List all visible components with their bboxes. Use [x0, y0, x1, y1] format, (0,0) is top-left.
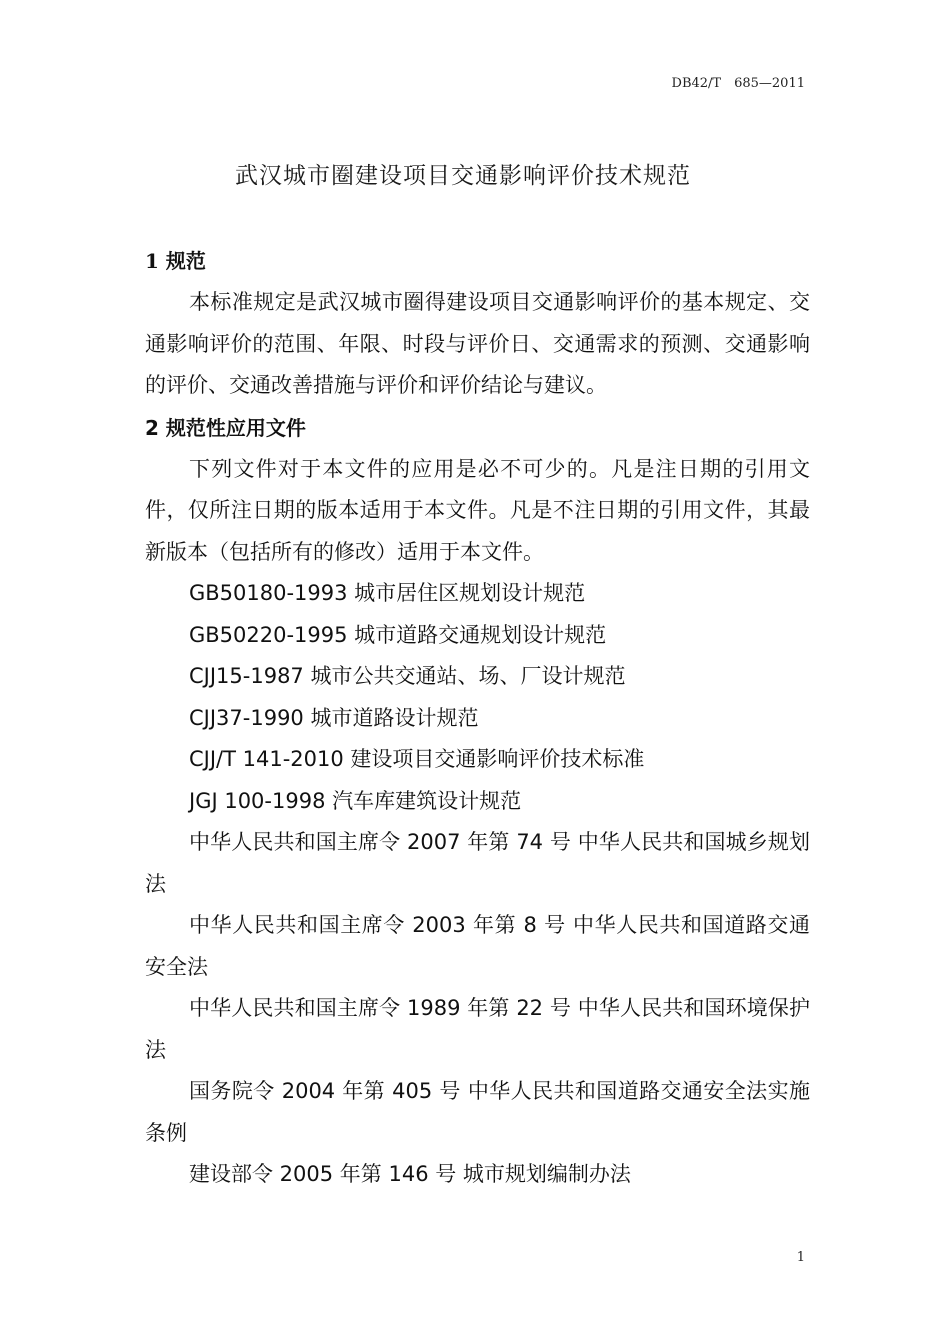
section-1-paragraph: 本标准规定是武汉城市圈得建设项目交通影响评价的基本规定、交通影响评价的范围、年限、时段与评价日、交通需求的预测、交通影响的评价、交通改善措施与评价和评价结论与建议。 — [145, 290, 810, 397]
document-title: 武汉城市圈建设项目交通影响评价技术规范 — [235, 163, 691, 189]
reference-item: 国务院令 2004 年第 405 号 中华人民共和国道路交通安全法实施条例 — [145, 1079, 810, 1145]
section-1-heading: 1 规范 — [145, 249, 206, 273]
section-2-intro: 下列文件对于本文件的应用是必不可少的。凡是注日期的引用文件，仅所注日期的版本适用于本文件。凡是不注日期的引用文件，其最新版本（包括所有的修改）适用于本文件。 — [145, 456, 810, 564]
reference-item: 中华人民共和国主席令 2003 年第 8 号 中华人民共和国道路交通安全法 — [145, 913, 810, 979]
reference-item: GB50220-1995 城市道路交通规划设计规范 — [189, 622, 607, 647]
reference-item: 建设部令 2005 年第 146 号 城市规划编制办法 — [189, 1162, 631, 1186]
reference-item: 中华人民共和国主席令 2007 年第 74 号 中华人民共和国城乡规划法 — [145, 830, 810, 896]
reference-item: CJJ15-1987 城市公共交通站、场、厂设计规范 — [189, 664, 626, 688]
reference-item: GB50180-1993 城市居住区规划设计规范 — [189, 581, 586, 605]
section-2-heading: 2 规范性应用文件 — [145, 415, 306, 440]
standard-code: DB42/T 685—2011 — [671, 76, 805, 91]
reference-item: JGJ 100-1998 汽车库建筑设计规范 — [189, 788, 522, 813]
reference-item: CJJ37-1990 城市道路设计规范 — [189, 705, 479, 730]
document-body — [145, 240, 810, 1196]
reference-item: 中华人民共和国主席令 1989 年第 22 号 中华人民共和国环境保护法 — [145, 996, 810, 1062]
page-number: 1 — [796, 1250, 805, 1265]
reference-item: CJJ/T 141-2010 建设项目交通影响评价技术标准 — [189, 747, 645, 771]
